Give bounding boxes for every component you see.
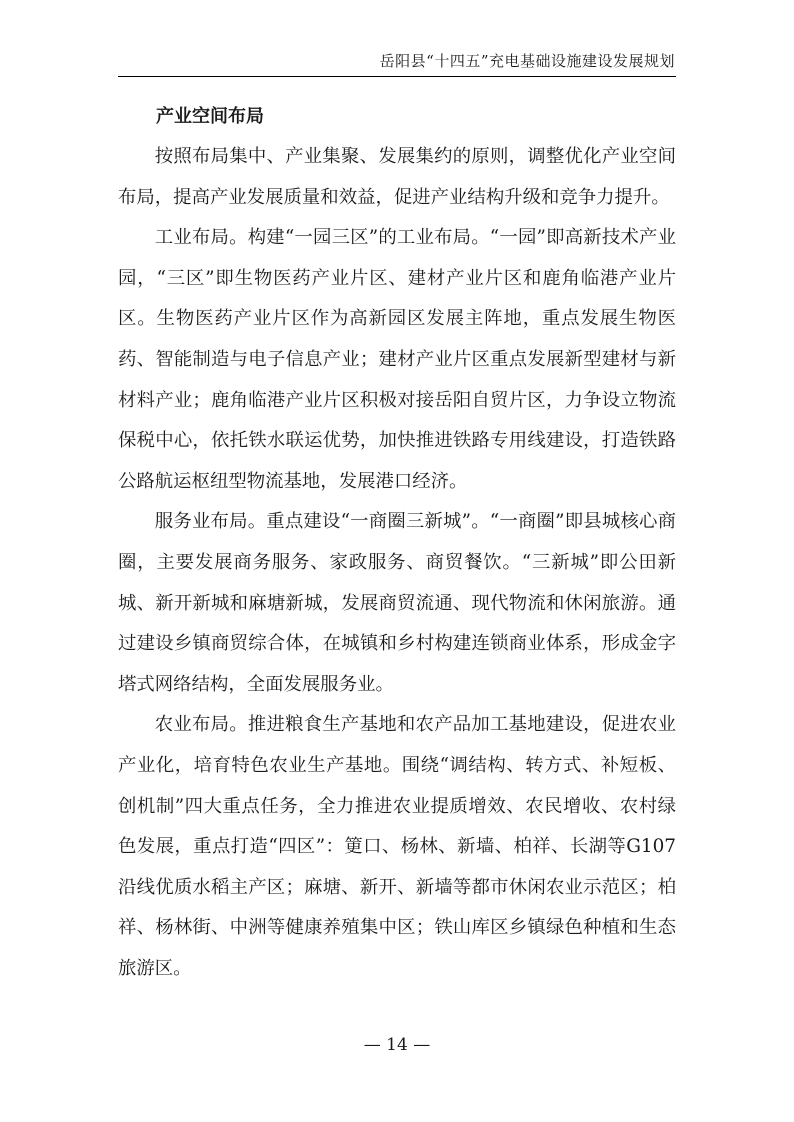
paragraph-industry-layout: 工业布局。构建“一园三区”的工业布局。“一园”即高新技术产业园，“三区”即生物医药产业片区、建材产业片区和鹿角临港产业片区。生物医药产业片区作为高新园区发展主阵地，重点发展生物医药、智能制造与电子信息产业；建材产业片区重点发展新型建材与新材料产业；鹿角临港产业片区积极对接岳阳自贸片区，力争设立物流保税中心，依托铁水联运优势，加快推进铁路专用线建设，打造铁路公路航运枢纽型物流基地，发展港口经济。 — [118, 227, 676, 492]
page-number: — 14 — — [363, 1035, 431, 1055]
paragraph-service-layout: 服务业布局。重点建设“一商圈三新城”。“一商圈”即县城核心商圈，主要发展商务服务、家政服务、商贸餐饮。“三新城”即公田新城、新开新城和麻塘新城，发展商贸流通、现代物流和休闲旅游。通过建设乡镇商贸综合体，在城镇和乡村构建连锁商业体系，形成金字塔式网络结构，全面发展服务业。 — [118, 511, 676, 695]
page-content — [118, 97, 676, 989]
paragraph-intro: 按照布局集中、产业集聚、发展集约的原则，调整优化产业空间布局，提高产业发展质量和效益，促进产业结构升级和竞争力提升。 — [118, 146, 676, 208]
header-divider — [118, 76, 676, 77]
section-heading: 产业空间布局 — [156, 106, 264, 127]
document-title: 岳阳县“十四五”充电基础设施建设发展规划 — [379, 52, 675, 70]
page-header — [0, 0, 794, 80]
paragraph-agriculture-layout: 农业布局。推进粮食生产基地和农产品加工基地建设，促进农业产业化，培育特色农业生产基地。围绕“调结构、转方式、补短板、创机制”四大重点任务，全力推进农业提质增效、农民增收、农村绿色发展，重点打造“四区”：筻口、杨林、新墙、柏祥、长湖等G107沿线优质水稻主产区；麻塘、新开、新墙等都市休闲农业示范区；柏祥、杨林街、中洲等健康养殖集中区；铁山库区乡镇绿色种植和生态旅游区。 — [118, 714, 676, 979]
